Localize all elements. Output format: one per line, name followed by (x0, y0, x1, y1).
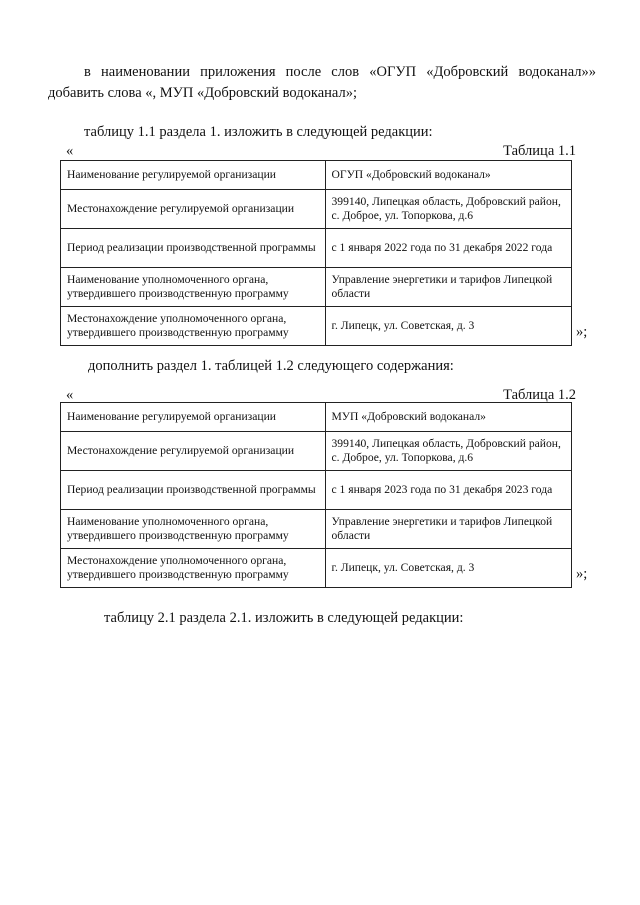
table-row (61, 190, 572, 229)
table-cell-label: Наименование регулируемой организации (61, 403, 326, 432)
table-cell-label: Местонахождение регулируемой организации (61, 432, 326, 471)
table-cell-value: МУП «Добровский водоканал» (325, 403, 572, 432)
table-row (61, 471, 572, 510)
table-1-1 (60, 160, 572, 346)
table-1-1-title: Таблица 1.1 (503, 143, 576, 159)
table-row (61, 403, 572, 432)
table-cell-value: 399140, Липецкая область, Добровский район, с. Доброе, ул. Топоркова, д.6 (325, 190, 572, 229)
table-cell-label: Период реализации производственной программы (61, 229, 326, 268)
table-cell-label: Наименование регулируемой организации (61, 161, 326, 190)
table-cell-value: Управление энергетики и тарифов Липецкой области (325, 268, 572, 307)
open-quote: « (66, 143, 74, 159)
table-cell-value: 399140, Липецкая область, Добровский район, с. Доброе, ул. Топоркова, д.6 (325, 432, 572, 471)
paragraph-amend-appendix-name (48, 62, 596, 104)
paragraph-table-1-2-intro: дополнить раздел 1. таблицей 1.2 следующего содержания: (88, 358, 454, 374)
table-cell-label: Наименование уполномоченного органа, утвердившего производственную программу (61, 510, 326, 549)
paragraph-table-2-1-intro: таблицу 2.1 раздела 2.1. изложить в следующей редакции: (104, 610, 464, 626)
table-row (61, 229, 572, 268)
table-row (61, 432, 572, 471)
table-1-2 (60, 402, 572, 588)
table-cell-label: Местонахождение регулируемой организации (61, 190, 326, 229)
table-cell-value: Управление энергетики и тарифов Липецкой области (325, 510, 572, 549)
table-cell-value: г. Липецк, ул. Советская, д. 3 (325, 307, 572, 346)
paragraph-line: добавить слова «, МУП «Добровский водоканал»; (48, 85, 357, 101)
table-cell-label: Местонахождение уполномоченного органа, утвердившего производственную программу (61, 307, 326, 346)
open-quote: « (66, 387, 74, 403)
table-1-2-close-mark: »; (576, 566, 588, 582)
table-1-2-title: Таблица 1.2 (503, 387, 576, 403)
paragraph-table-1-1-intro: таблицу 1.1 раздела 1. изложить в следующей редакции: (84, 124, 433, 140)
table-row (61, 161, 572, 190)
table-cell-value: ОГУП «Добровский водоканал» (325, 161, 572, 190)
table-row (61, 549, 572, 588)
table-1-1-close-mark: »; (576, 324, 588, 340)
table-cell-label: Период реализации производственной программы (61, 471, 326, 510)
table-row (61, 268, 572, 307)
table-cell-label: Наименование уполномоченного органа, утвердившего производственную программу (61, 268, 326, 307)
table-cell-label: Местонахождение уполномоченного органа, утвердившего производственную программу (61, 549, 326, 588)
paragraph-line: в наименовании приложения после слов «ОГУП «Добровский водоканал»» (84, 64, 596, 80)
table-cell-value: с 1 января 2023 года по 31 декабря 2023 года (325, 471, 572, 510)
table-row (61, 510, 572, 549)
table-cell-value: г. Липецк, ул. Советская, д. 3 (325, 549, 572, 588)
table-1-1-caption (66, 143, 576, 161)
table-row (61, 307, 572, 346)
table-cell-value: с 1 января 2022 года по 31 декабря 2022 года (325, 229, 572, 268)
